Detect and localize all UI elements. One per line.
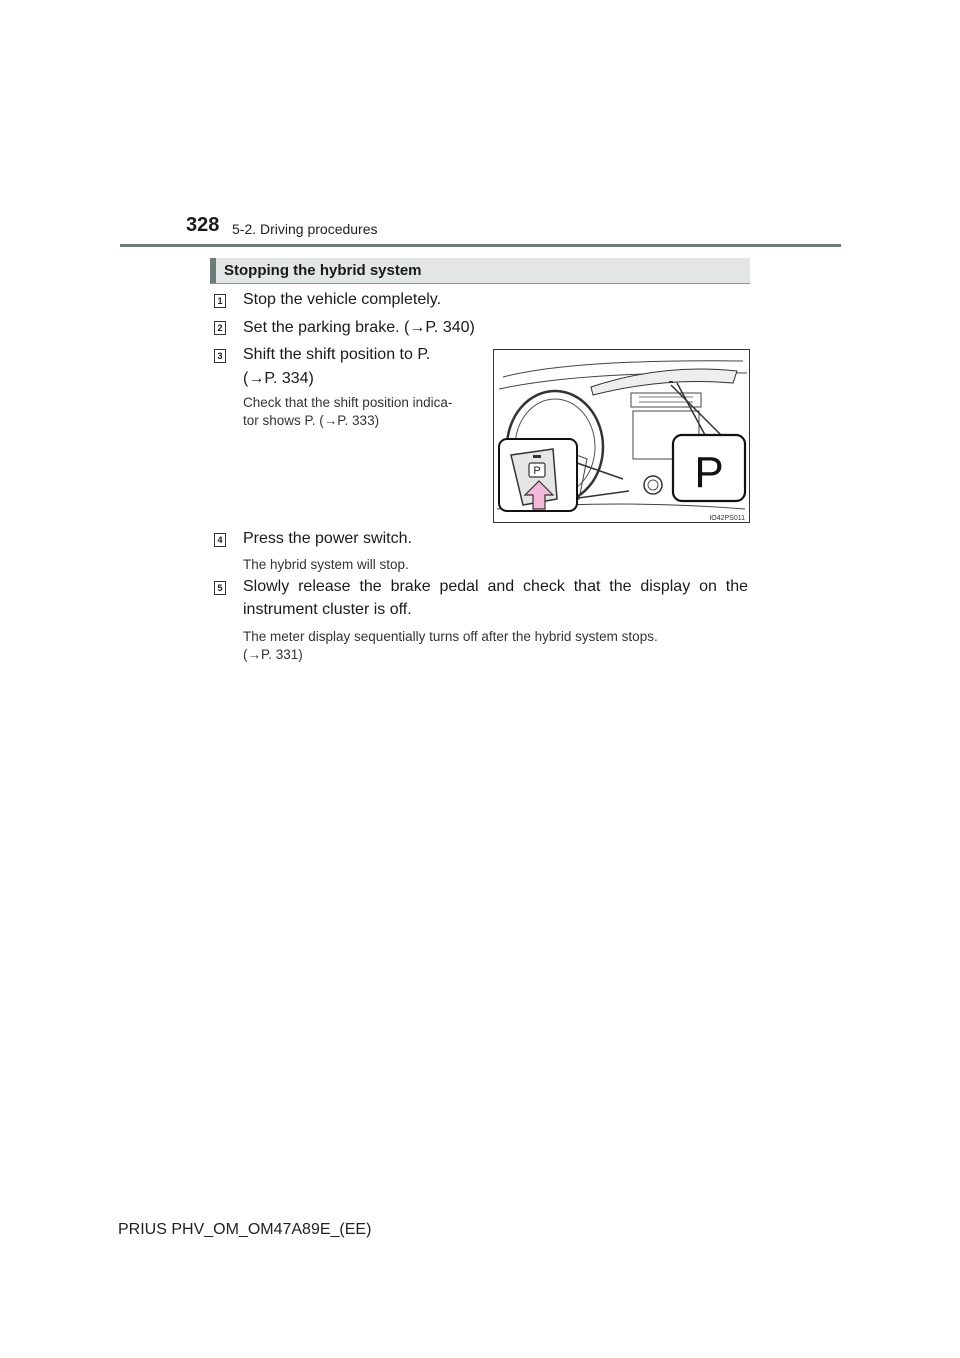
step-number-4: 4 <box>214 533 226 547</box>
step-text-4: Press the power switch. <box>243 530 412 547</box>
meter-indicator <box>669 381 673 383</box>
step-text-1: Stop the vehicle completely. <box>243 291 442 308</box>
figure-code: IO42PS011 <box>709 515 745 522</box>
step-number-2: 2 <box>214 321 226 335</box>
step-note-4: The hybrid system will stop. <box>243 557 409 572</box>
step-number-1: 1 <box>214 294 226 308</box>
p-button-label: P <box>533 465 541 477</box>
document-footer: PRIUS PHV_OM_OM47A89E_(EE) <box>118 1221 372 1238</box>
step-text-5a: Slowly release the brake pedal and check that the display on the <box>243 578 748 595</box>
step-note-5b: (→P. 331) <box>243 647 303 662</box>
heading-accent <box>210 258 216 283</box>
step-note-3a: Check that the shift position indica- <box>243 395 453 410</box>
shift-illustration <box>493 349 750 523</box>
page-number: 328 <box>186 214 220 236</box>
shift-led <box>533 455 541 458</box>
step-text-3b: (→P. 334) <box>243 370 314 387</box>
header-rule <box>120 244 841 247</box>
section-title: 5-2. Driving procedures <box>232 221 378 237</box>
step-text-5b: instrument cluster is off. <box>243 601 412 618</box>
step-number-5: 5 <box>214 581 226 595</box>
heading-text: Stopping the hybrid system <box>224 262 422 279</box>
step-text-2: Set the parking brake. (→P. 340) <box>243 319 475 336</box>
section-heading <box>210 258 750 284</box>
step-note-5a: The meter display sequentially turns off after the hybrid system stops. <box>243 629 658 644</box>
step-note-3b: tor shows P. (→P. 333) <box>243 413 380 428</box>
step-text-3a: Shift the shift position to P. <box>243 346 431 363</box>
step-number-3: 3 <box>214 349 226 363</box>
p-indicator-label: P <box>694 448 724 497</box>
